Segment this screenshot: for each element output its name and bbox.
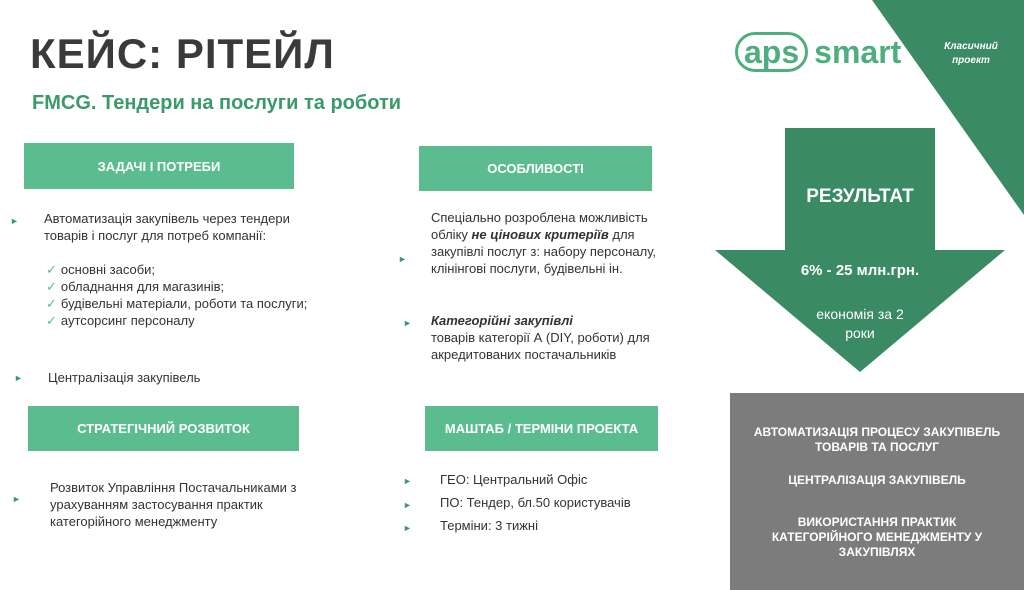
check-item: ✓ основні засоби; — [46, 262, 156, 277]
check-icon: ✓ — [46, 279, 57, 294]
page-subtitle: FMCG. Тендери на послуги та роботи — [32, 92, 402, 114]
result-description: економія за 2 роки — [816, 306, 904, 341]
outcomes-box — [730, 393, 1024, 590]
check-icon: ✓ — [46, 296, 57, 311]
strategy-text: Розвиток Управління Постачальниками з урахуванням застосування практик категорійного менеджменту — [50, 480, 297, 529]
check-item: ✓ обладнання для магазинів; — [46, 279, 225, 294]
brand-logo — [735, 32, 901, 72]
scale-item: ПО: Тендер, бл.50 користувачів — [440, 495, 631, 510]
tasks-bullet1: Автоматизація закупівель через тендери товарів і послуг для потреб компанії: — [44, 211, 290, 243]
features-p1: Спеціально розроблена можливість обліку не цінових критеріїв для закупівлі послуг з: набору персоналу, клінінгові послуги, будівельні ін. — [431, 210, 656, 276]
bullet-arrow-icon: ► — [10, 216, 19, 226]
scale-item: ГЕО: Центральний Офіс — [440, 472, 588, 487]
outcome-item: ЦЕНТРАЛІЗАЦІЯ ЗАКУПІВЕЛЬ — [788, 473, 966, 487]
tasks-bullet2: Централізація закупівель — [48, 370, 201, 385]
bullet-arrow-icon: ► — [12, 494, 21, 504]
result-title: РЕЗУЛЬТАТ — [806, 186, 914, 207]
logo-word: smart — [814, 33, 902, 70]
result-value: 6% - 25 млн.грн. — [800, 262, 920, 279]
check-item: ✓ аутсорсинг персоналу — [46, 313, 195, 328]
check-icon: ✓ — [46, 262, 57, 277]
page-title: КЕЙС: РІТЕЙЛ — [30, 30, 335, 77]
scale-item: Терміни: 3 тижні — [440, 518, 538, 533]
bullet-arrow-icon: ► — [14, 373, 23, 383]
tasks-checklist — [46, 261, 326, 329]
logo-mark: aps — [735, 32, 808, 72]
bullet-arrow-icon: ► — [403, 318, 412, 328]
check-icon: ✓ — [46, 313, 57, 328]
strategy-header: СТРАТЕГІЧНИЙ РОЗВИТОК — [28, 406, 299, 451]
features-header: ОСОБЛИВОСТІ — [419, 146, 652, 191]
outcome-item: ВИКОРИСТАННЯ ПРАКТИК КАТЕГОРІЙНОГО МЕНЕДЖМЕНТУ У ЗАКУПІВЛЯХ — [771, 515, 983, 559]
features-p2: Категорійні закупівлі товарів категорії А (DIY, роботи) для акредитованих постачальників — [431, 313, 650, 362]
tasks-header: ЗАДАЧІ І ПОТРЕБИ — [24, 143, 294, 189]
bullet-arrow-icon: ► — [403, 476, 412, 486]
bullet-arrow-icon: ► — [398, 254, 407, 264]
bullet-arrow-icon: ► — [403, 523, 412, 533]
check-item: ✓ будівельні матеріали, роботи та послуги; — [46, 296, 308, 311]
scale-header: МАШТАБ / ТЕРМІНИ ПРОЕКТА — [425, 406, 658, 451]
outcome-item: АВТОМАТИЗАЦІЯ ПРОЦЕСУ ЗАКУПІВЕЛЬ ТОВАРІВ ТА ПОСЛУГ — [753, 425, 1001, 454]
corner-label: Класичний проект — [944, 41, 998, 66]
bullet-arrow-icon: ► — [403, 500, 412, 510]
